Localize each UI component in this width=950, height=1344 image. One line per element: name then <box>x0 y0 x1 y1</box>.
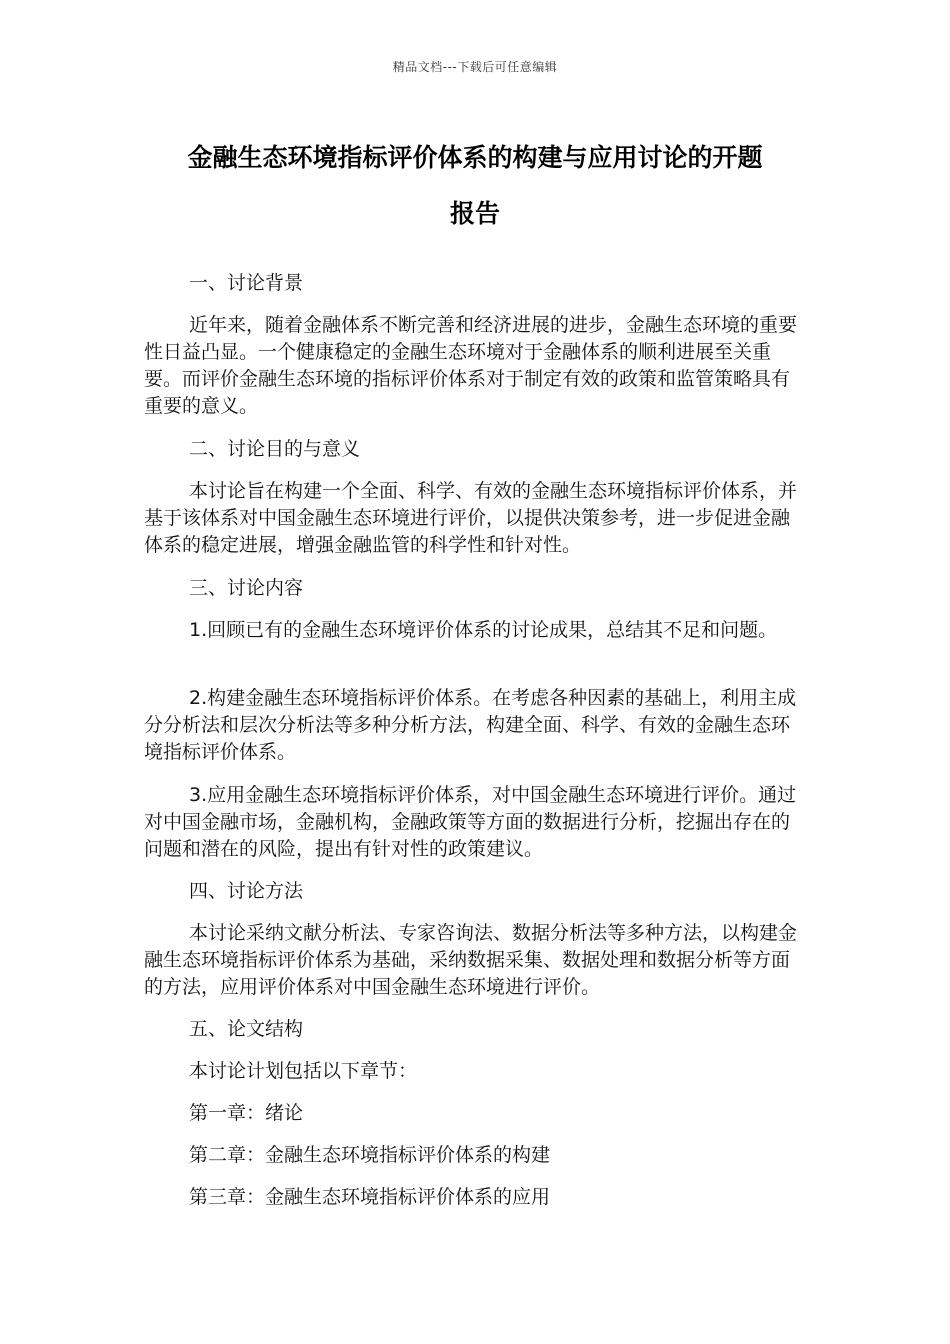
chapter-1: 第一章：绪论 <box>189 1102 304 1124</box>
paragraph-text: 3.应用金融生态环境指标评价体系，对中国金融生态环境进行评价。通过对中国金融市场，金融机构，金融政策等方面的数据进行分析，挖掘出存在的问题和潜在的风险，提出有针对性的政策建议。 <box>144 784 797 860</box>
content-item-1 <box>144 617 806 644</box>
section-heading-method: 四、讨论方法 <box>189 880 304 902</box>
chapter-2: 第二章：金融生态环境指标评价体系的构建 <box>189 1144 551 1166</box>
content-item-2 <box>144 685 806 766</box>
paragraph-purpose <box>144 478 806 559</box>
section-heading-purpose: 二、讨论目的与意义 <box>189 438 361 460</box>
section-heading-structure: 五、论文结构 <box>189 1018 304 1040</box>
paragraph-method <box>144 920 806 1001</box>
paragraph-text: 2.构建金融生态环境指标评价体系。在考虑各种因素的基础上，利用主成分分析法和层次分析法等多种分析方法，构建全面、科学、有效的金融生态环境指标评价体系。 <box>144 687 797 763</box>
paragraph-background <box>144 312 806 420</box>
header-note: 精品文档---下载后可任意编辑 <box>392 60 558 74</box>
chapter-3: 第三章：金融生态环境指标评价体系的应用 <box>189 1186 551 1208</box>
document-title <box>120 130 830 242</box>
paragraph-text: 本讨论采纳文献分析法、专家咨询法、数据分析法等多种方法，以构建金融生态环境指标评价体系为基础，采纳数据采集、数据处理和数据分析等方面的方法，应用评价体系对中国金融生态环境进行评价。 <box>144 922 798 998</box>
title-line-1: 金融生态环境指标评价体系的构建与应用讨论的开题 <box>187 143 763 172</box>
structure-intro: 本讨论计划包括以下章节： <box>189 1060 418 1082</box>
section-heading-content: 三、讨论内容 <box>189 577 304 599</box>
title-line-2: 报告 <box>449 199 500 228</box>
section-heading-background: 一、讨论背景 <box>189 272 304 294</box>
paragraph-text: 近年来，随着金融体系不断完善和经济进展的进步，金融生态环境的重要性日益凸显。一个健康稳定的金融生态环境对于金融体系的顺利进展至关重要。而评价金融生态环境的指标评价体系对于制定有效的政策和监管策略具有重要的意义。 <box>144 314 798 417</box>
paragraph-text: 1.回顾已有的金融生态环境评价体系的讨论成果，总结其不足和问题。 <box>189 619 778 641</box>
content-item-3 <box>144 782 806 863</box>
paragraph-text: 本讨论旨在构建一个全面、科学、有效的金融生态环境指标评价体系，并基于该体系对中国金融生态环境进行评价，以提供决策参考，进一步促进金融体系的稳定进展，增强金融监管的科学性和针对性。 <box>144 480 798 556</box>
